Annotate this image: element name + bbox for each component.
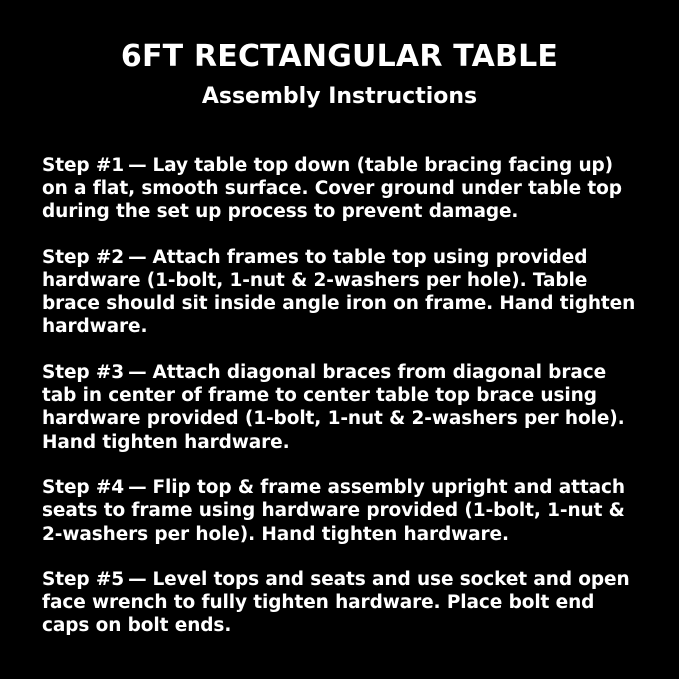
step-dash: — (128, 476, 147, 498)
step-dash: — (128, 361, 147, 383)
step-label: Step #2 (42, 246, 125, 268)
step-label: Step #4 (42, 476, 125, 498)
page-title: 6FT RECTANGULAR TABLE (120, 39, 559, 74)
step-item (42, 154, 637, 224)
step-text: Attach frames to table top using provided hardware (1-bolt, 1-nut & 2-washers per hole). Table brace should sit inside angle iron on frame. Hand tighten hardware. (42, 246, 636, 338)
step-label: Step #3 (42, 361, 125, 383)
step-text: Attach diagonal braces from diagonal brace tab in center of frame to center table top brace using hardware provided (1-bolt, 1-nut & 2-washers per hole). Hand tighten hardware. (42, 361, 625, 453)
step-item (42, 361, 637, 454)
step-item (42, 476, 637, 546)
step-dash: — (128, 154, 147, 176)
step-dash: — (128, 568, 147, 590)
step-text: Lay table top down (table bracing facing up) on a flat, smooth surface. Cover ground under table top during the set up process to prevent damage. (42, 154, 622, 223)
step-label: Step #1 (42, 154, 125, 176)
step-item (42, 246, 637, 339)
step-item (42, 568, 637, 638)
step-dash: — (128, 246, 147, 268)
steps-list (42, 135, 637, 638)
step-text: Flip top & frame assembly upright and attach seats to frame using hardware provided (1-bolt, 1-nut & 2-washers per hole). Hand tighten hardware. (42, 476, 625, 545)
step-text: Level tops and seats and use socket and open face wrench to fully tighten hardware. Place bolt end caps on bolt ends. (42, 568, 630, 637)
page-subtitle: Assembly Instructions (201, 84, 478, 109)
step-label: Step #5 (42, 568, 125, 590)
